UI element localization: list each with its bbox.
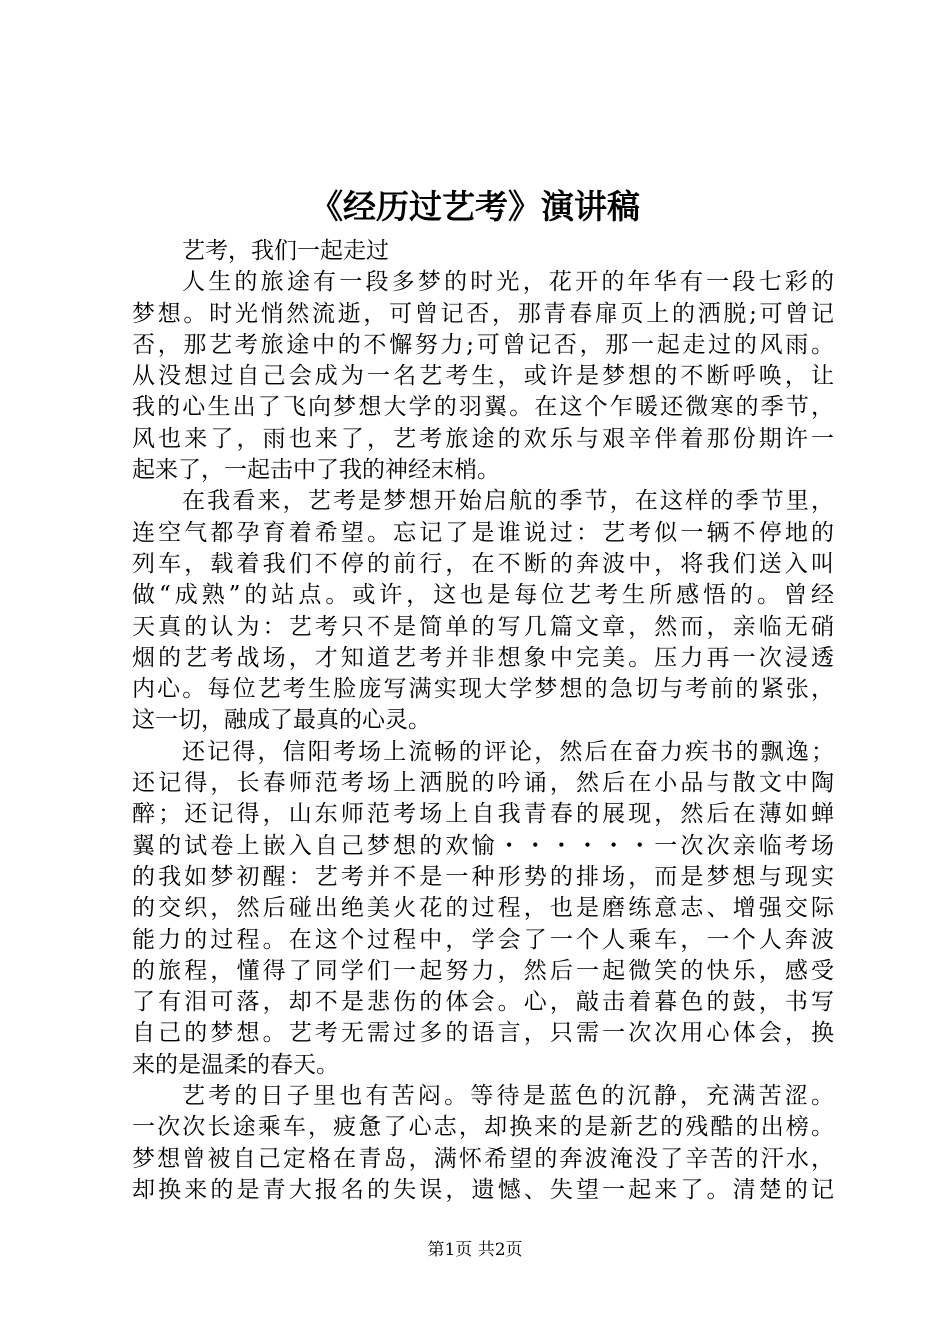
text-line: 自己的梦想。艺考无需过多的语言，只需一次次用心体会，换: [132, 1020, 834, 1047]
text-line: 艺考，我们一起走过: [182, 238, 389, 264]
text-line: 醉；还记得，山东师范考场上自我青春的展现，然后在薄如蝉: [132, 801, 834, 828]
text-line: 我的心生出了飞向梦想大学的羽翼。在这个乍暖还微寒的季节，: [132, 394, 834, 421]
text-line: 却换来的是青大报名的失误，遗憾、失望一起来了。清楚的记: [132, 1176, 834, 1203]
text-line: 能力的过程。在这个过程中，学会了一个人乘车，一个人奔波: [132, 926, 834, 953]
text-line: 列车，载着我们不停的前行，在不断的奔波中，将我们送入叫: [132, 550, 834, 577]
text-line: 了有泪可落，却不是悲伤的体会。心，敲击着暮色的鼓，书写: [132, 989, 834, 1016]
page-footer: 第1页 共2页: [427, 1240, 523, 1260]
text-line: 从没想过自己会成为一名艺考生，或许是梦想的不断呼唤，让: [132, 363, 834, 390]
text-line: 来的是温柔的春天。: [132, 1051, 339, 1078]
text-line: 艺考的日子里也有苦闷。等待是蓝色的沉静，充满苦涩。: [182, 1083, 834, 1110]
text-line: 内心。每位艺考生脸庞写满实现大学梦想的急切与考前的紧张，: [132, 676, 834, 703]
text-line: 做“成熟”的站点。或许，这也是每位艺考生所感悟的。曾经: [132, 582, 834, 609]
text-line: 在我看来，艺考是梦想开始启航的季节，在这样的季节里，: [182, 488, 834, 515]
text-line: 梦想。时光悄然流逝，可曾记否，那青春扉页上的洒脱;可曾记: [132, 300, 834, 327]
text-line: 还记得，信阳考场上流畅的评论，然后在奋力疾书的飘逸；: [182, 738, 834, 765]
text-line: 一次次长途乘车，疲惫了心志，却换来的是新艺的残酷的出榜。: [132, 1114, 834, 1141]
text-line: 还记得，长春师范考场上洒脱的吟诵，然后在小品与散文中陶: [132, 770, 834, 797]
text-line: 梦想曾被自己定格在青岛，满怀希望的奔波淹没了辛苦的汗水，: [132, 1145, 834, 1172]
text-line: 这一切，融成了最真的心灵。: [132, 707, 431, 734]
text-line: 天真的认为：艺考只不是简单的写几篇文章，然而，亲临无硝: [132, 613, 834, 640]
text-line: 否，那艺考旅途中的不懈努力;可曾记否，那一起走过的风雨。: [132, 331, 834, 358]
text-line: 人生的旅途有一段多梦的时光，花开的年华有一段七彩的: [182, 269, 834, 296]
text-line: 翼的试卷上嵌入自己梦想的欢愉・・・・・・一次次亲临考场: [132, 832, 834, 859]
text-line: 的交织，然后碰出绝美火花的过程，也是磨练意志、增强交际: [132, 895, 834, 922]
text-line: 起来了，一起击中了我的神经末梢。: [132, 457, 500, 484]
text-line: 的我如梦初醒：艺考并不是一种形势的排场，而是梦想与现实: [132, 863, 834, 890]
text-line: 烟的艺考战场，才知道艺考并非想象中完美。压力再一次浸透: [132, 644, 834, 671]
text-line: 风也来了，雨也来了，艺考旅途的欢乐与艰辛伴着那份期许一: [132, 425, 834, 452]
document-body: [132, 236, 834, 1206]
text-line: 连空气都孕育着希望。忘记了是谁说过：艺考似一辆不停地的: [132, 519, 834, 546]
document-title: 《经历过艺考》演讲稿: [310, 187, 640, 226]
text-line: 的旅程，懂得了同学们一起努力，然后一起微笑的快乐，感受: [132, 957, 834, 984]
